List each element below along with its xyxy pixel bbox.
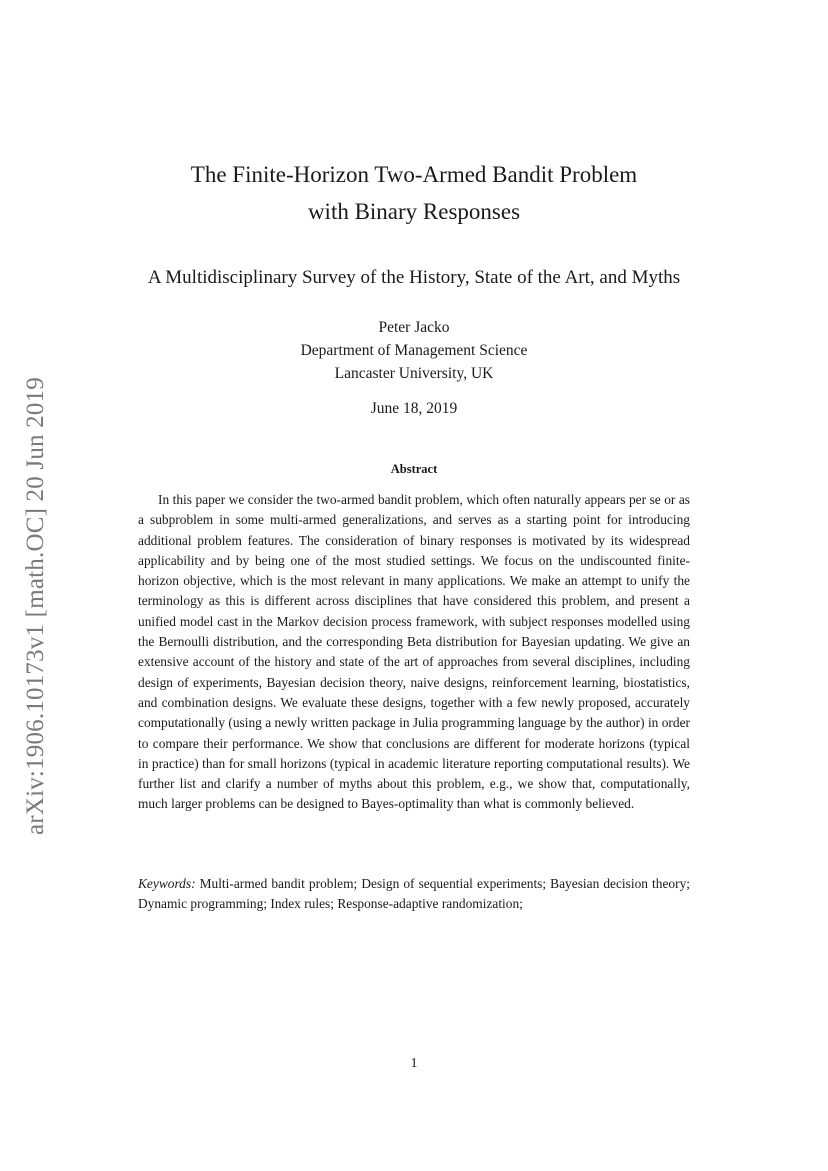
paper-title-line-1: The Finite-Horizon Two-Armed Bandit Problem	[190, 162, 638, 187]
keywords-label: Keywords:	[138, 876, 196, 891]
paper-date: June 18, 2019	[370, 400, 458, 417]
author-block	[0, 316, 828, 385]
paper-title	[0, 156, 828, 230]
paper-title-line-2: with Binary Responses	[307, 199, 521, 224]
author-department: Department of Management Science	[300, 342, 528, 359]
keywords	[138, 874, 690, 915]
arxiv-identifier: arXiv:1906.10173v1 [math.OC] 20 Jun 2019	[22, 377, 49, 835]
abstract-body: In this paper we consider the two-armed bandit problem, which often naturally appears per se or as a subproblem in some multi-armed generalizations, and serves as a starting point for introducing additional problem features. The consideration of binary responses is motivated by its widespread applicability and by being one of the most studied settings. We focus on the undiscounted finite-horizon objective, which is the most relevant in many applications. We make an attempt to unify the terminology as this is different across disciplines that have considered this problem, and present a unified model cast in the Markov decision process framework, with subject responses modelled using the Bernoulli distribution, and the corresponding Beta distribution for Bayesian updating. We give an extensive account of the history and state of the art of approaches from several disciplines, including design of experiments, Bayesian decision theory, naive designs, reinforcement learning, biostatistics, and combination designs. We evaluate these designs, together with a few newly proposed, accurately computationally (using a newly written package in Julia programming language by the author) in order to compare their performance. We show that conclusions are different for moderate horizons (typical in practice) than for small horizons (typical in academic literature reporting computational results). We further list and clarify a number of myths about this problem, e.g., we show that, computationally, much larger problems can be designed to Bayes-optimality than what is commonly believed.	[138, 492, 690, 812]
page-number: 1	[410, 1056, 418, 1071]
paper-subtitle: A Multidisciplinary Survey of the History, State of the Art, and Myths	[147, 267, 681, 288]
author-name: Peter Jacko	[378, 319, 450, 336]
author-institution: Lancaster University, UK	[334, 365, 494, 382]
abstract-heading: Abstract	[390, 462, 438, 476]
keywords-text: Multi-armed bandit problem; Design of sequential experiments; Bayesian decision theory; Dynamic programming; Index rules; Response-adaptive randomization;	[138, 876, 690, 912]
